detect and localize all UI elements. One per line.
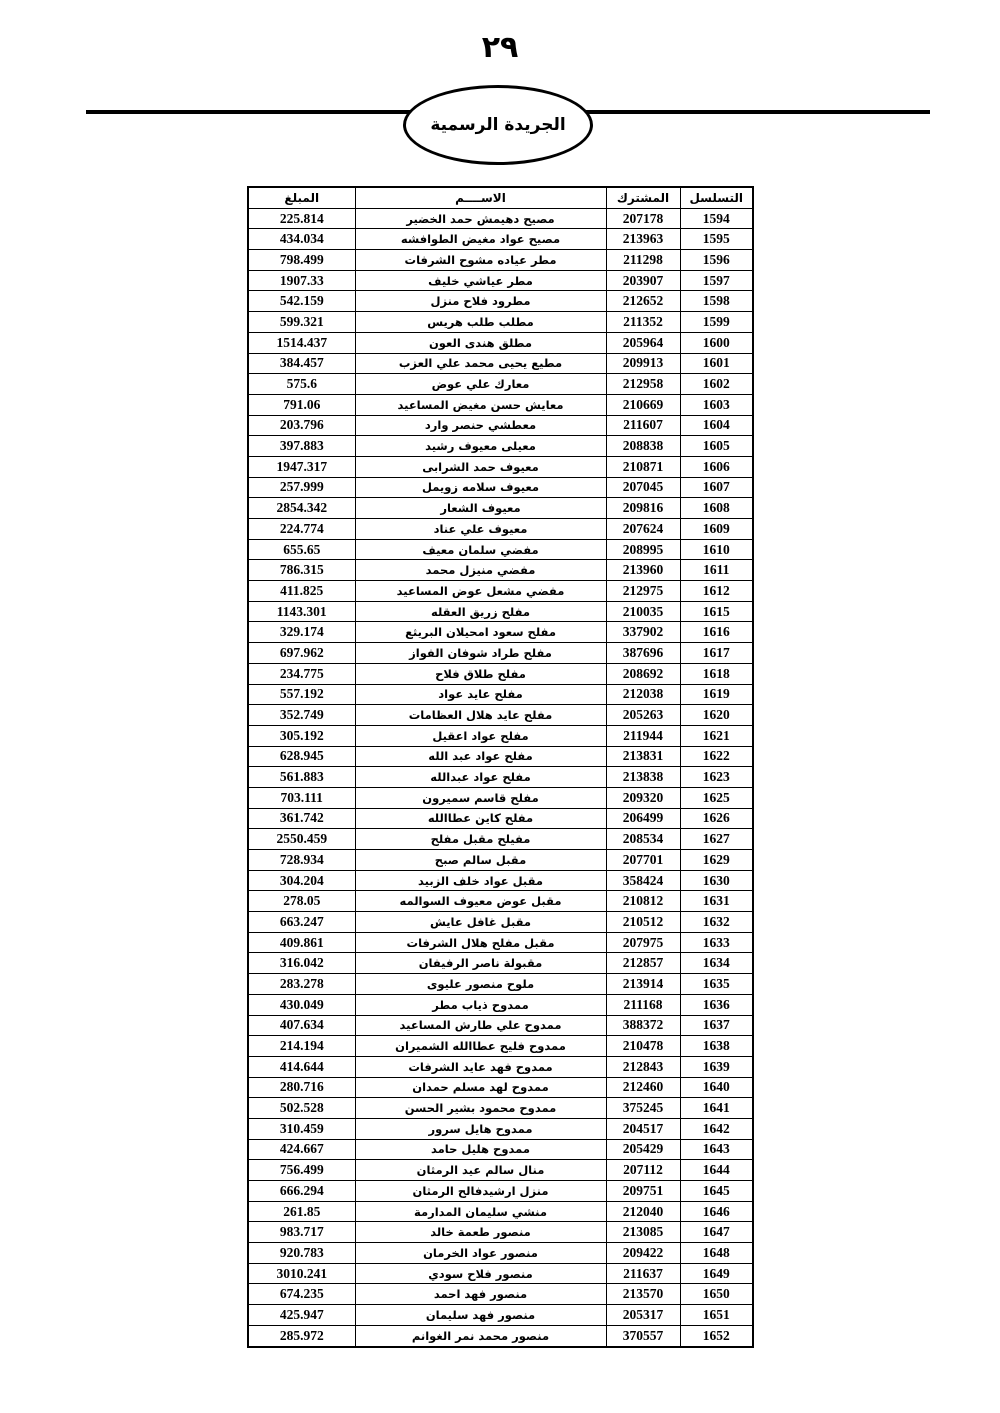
- header-amount: المبلغ: [248, 187, 355, 208]
- cell-amount: 697.962: [248, 643, 355, 664]
- cell-name: منصور فهد سليمان: [355, 1305, 606, 1326]
- cell-amount: 425.947: [248, 1305, 355, 1326]
- cell-amount: 424.667: [248, 1139, 355, 1160]
- table-row: [248, 850, 753, 871]
- cell-subscriber: 212958: [606, 374, 680, 395]
- cell-name: مطرود فلاح منزل: [355, 291, 606, 312]
- cell-serial: 1646: [680, 1201, 753, 1222]
- cell-serial: 1626: [680, 808, 753, 829]
- cell-subscriber: 211168: [606, 994, 680, 1015]
- cell-name: مفلح طلاق فلاح: [355, 663, 606, 684]
- table-row: [248, 1243, 753, 1264]
- cell-serial: 1649: [680, 1263, 753, 1284]
- cell-amount: 3010.241: [248, 1263, 355, 1284]
- table-row: [248, 622, 753, 643]
- cell-subscriber: 212857: [606, 953, 680, 974]
- cell-serial: 1635: [680, 974, 753, 995]
- cell-name: مطر عياده مشوح الشرفات: [355, 250, 606, 271]
- cell-subscriber: 213838: [606, 767, 680, 788]
- cell-amount: 283.278: [248, 974, 355, 995]
- cell-serial: 1595: [680, 229, 753, 250]
- cell-subscriber: 212652: [606, 291, 680, 312]
- cell-name: مفضي مشعل عوض المساعيد: [355, 581, 606, 602]
- table-row: [248, 312, 753, 333]
- records-table: [247, 186, 754, 1348]
- cell-serial: 1651: [680, 1305, 753, 1326]
- cell-serial: 1601: [680, 353, 753, 374]
- table-row: [248, 974, 753, 995]
- table-row: [248, 270, 753, 291]
- cell-serial: 1622: [680, 746, 753, 767]
- cell-amount: 430.049: [248, 994, 355, 1015]
- cell-subscriber: 210669: [606, 394, 680, 415]
- cell-subscriber: 205429: [606, 1139, 680, 1160]
- cell-serial: 1643: [680, 1139, 753, 1160]
- cell-serial: 1608: [680, 498, 753, 519]
- cell-serial: 1599: [680, 312, 753, 333]
- cell-serial: 1652: [680, 1325, 753, 1346]
- cell-serial: 1623: [680, 767, 753, 788]
- cell-subscriber: 204517: [606, 1118, 680, 1139]
- cell-amount: 203.796: [248, 415, 355, 436]
- table-row: [248, 1118, 753, 1139]
- cell-amount: 384.457: [248, 353, 355, 374]
- cell-name: معيوف سلامه زويمل: [355, 477, 606, 498]
- table-row: [248, 994, 753, 1015]
- cell-subscriber: 213914: [606, 974, 680, 995]
- cell-serial: 1642: [680, 1118, 753, 1139]
- table-row: [248, 767, 753, 788]
- cell-amount: 599.321: [248, 312, 355, 333]
- cell-name: مقبل سالم صبح: [355, 850, 606, 871]
- cell-amount: 1907.33: [248, 270, 355, 291]
- table-row: [248, 1139, 753, 1160]
- cell-name: مفلح كاين عطاالله: [355, 808, 606, 829]
- table-row: [248, 725, 753, 746]
- cell-name: منشي سليمان المدارمة: [355, 1201, 606, 1222]
- cell-serial: 1650: [680, 1284, 753, 1305]
- cell-subscriber: 370557: [606, 1325, 680, 1346]
- header-serial: التسلسل: [680, 187, 753, 208]
- cell-serial: 1619: [680, 684, 753, 705]
- cell-amount: 655.65: [248, 539, 355, 560]
- cell-amount: 628.945: [248, 746, 355, 767]
- cell-name: مفلح زريق العقله: [355, 601, 606, 622]
- table-row: [248, 684, 753, 705]
- cell-serial: 1610: [680, 539, 753, 560]
- cell-amount: 407.634: [248, 1015, 355, 1036]
- cell-name: مفلح طراد شوفان الفواز: [355, 643, 606, 664]
- table-row: [248, 415, 753, 436]
- table-row: [248, 1015, 753, 1036]
- cell-amount: 2854.342: [248, 498, 355, 519]
- table-row: [248, 787, 753, 808]
- cell-subscriber: 212843: [606, 1056, 680, 1077]
- cell-serial: 1611: [680, 560, 753, 581]
- header-subscriber: المشترك: [606, 187, 680, 208]
- cell-subscriber: 208692: [606, 663, 680, 684]
- cell-serial: 1612: [680, 581, 753, 602]
- records-table-container: [247, 186, 752, 1348]
- table-row: [248, 643, 753, 664]
- cell-name: معارك علي عوض: [355, 374, 606, 395]
- cell-subscriber: 205964: [606, 332, 680, 353]
- table-row: [248, 353, 753, 374]
- table-row: [248, 208, 753, 229]
- cell-amount: 397.883: [248, 436, 355, 457]
- table-row: [248, 250, 753, 271]
- cell-amount: 409.861: [248, 932, 355, 953]
- cell-name: مقبل عوض معيوف السوالمه: [355, 891, 606, 912]
- table-row: [248, 1284, 753, 1305]
- cell-name: مقبل عواد خلف الزبيد: [355, 870, 606, 891]
- cell-serial: 1637: [680, 1015, 753, 1036]
- table-body: [248, 208, 753, 1346]
- cell-serial: 1640: [680, 1077, 753, 1098]
- cell-name: معيلى معيوف رشيد: [355, 436, 606, 457]
- cell-subscriber: 388372: [606, 1015, 680, 1036]
- cell-serial: 1596: [680, 250, 753, 271]
- table-row: [248, 663, 753, 684]
- cell-subscriber: 213570: [606, 1284, 680, 1305]
- table-row: [248, 808, 753, 829]
- table-row: [248, 394, 753, 415]
- cell-serial: 1607: [680, 477, 753, 498]
- cell-serial: 1633: [680, 932, 753, 953]
- cell-subscriber: 375245: [606, 1098, 680, 1119]
- table-row: [248, 1222, 753, 1243]
- cell-amount: 261.85: [248, 1201, 355, 1222]
- table-row: [248, 229, 753, 250]
- table-row: [248, 332, 753, 353]
- cell-amount: 224.774: [248, 519, 355, 540]
- cell-serial: 1606: [680, 456, 753, 477]
- table-row: [248, 1201, 753, 1222]
- cell-amount: 1143.301: [248, 601, 355, 622]
- cell-subscriber: 387696: [606, 643, 680, 664]
- cell-subscriber: 209751: [606, 1181, 680, 1202]
- cell-serial: 1629: [680, 850, 753, 871]
- cell-name: مطلق هندى العون: [355, 332, 606, 353]
- cell-name: منزل ارشيدفالح الرمثان: [355, 1181, 606, 1202]
- cell-subscriber: 207045: [606, 477, 680, 498]
- masthead-title: الجريدة الرسمية: [430, 115, 566, 135]
- cell-name: مفلح قاسم سميرون: [355, 787, 606, 808]
- cell-serial: 1605: [680, 436, 753, 457]
- cell-amount: 2550.459: [248, 829, 355, 850]
- cell-serial: 1597: [680, 270, 753, 291]
- cell-serial: 1618: [680, 663, 753, 684]
- cell-subscriber: 337902: [606, 622, 680, 643]
- table-row: [248, 291, 753, 312]
- table-row: [248, 870, 753, 891]
- table-row: [248, 1181, 753, 1202]
- table-row: [248, 456, 753, 477]
- cell-subscriber: 208534: [606, 829, 680, 850]
- cell-serial: 1598: [680, 291, 753, 312]
- cell-name: معايش حسن مغيض المساعيد: [355, 394, 606, 415]
- cell-amount: 502.528: [248, 1098, 355, 1119]
- cell-amount: 434.034: [248, 229, 355, 250]
- cell-serial: 1604: [680, 415, 753, 436]
- cell-subscriber: 211352: [606, 312, 680, 333]
- table-row: [248, 601, 753, 622]
- cell-subscriber: 209320: [606, 787, 680, 808]
- cell-subscriber: 213085: [606, 1222, 680, 1243]
- cell-amount: 666.294: [248, 1181, 355, 1202]
- cell-amount: 234.775: [248, 663, 355, 684]
- cell-subscriber: 213831: [606, 746, 680, 767]
- cell-serial: 1631: [680, 891, 753, 912]
- cell-subscriber: 211607: [606, 415, 680, 436]
- cell-amount: 329.174: [248, 622, 355, 643]
- cell-name: منصور طعمة خالد: [355, 1222, 606, 1243]
- cell-amount: 361.742: [248, 808, 355, 829]
- table-row: [248, 932, 753, 953]
- table-row: [248, 1056, 753, 1077]
- cell-name: مفلح عواد عبدالله: [355, 767, 606, 788]
- cell-name: ملوح منصور عليوى: [355, 974, 606, 995]
- cell-serial: 1620: [680, 705, 753, 726]
- cell-name: منصور فلاح سودي: [355, 1263, 606, 1284]
- table-row: [248, 1098, 753, 1119]
- cell-serial: 1644: [680, 1160, 753, 1181]
- cell-subscriber: 207178: [606, 208, 680, 229]
- header-name: الاســــم: [355, 187, 606, 208]
- cell-subscriber: 207701: [606, 850, 680, 871]
- cell-amount: 411.825: [248, 581, 355, 602]
- table-row: [248, 829, 753, 850]
- cell-subscriber: 207112: [606, 1160, 680, 1181]
- table-row: [248, 477, 753, 498]
- cell-subscriber: 212460: [606, 1077, 680, 1098]
- cell-subscriber: 203907: [606, 270, 680, 291]
- cell-amount: 414.644: [248, 1056, 355, 1077]
- table-row: [248, 746, 753, 767]
- cell-amount: 257.999: [248, 477, 355, 498]
- cell-subscriber: 205263: [606, 705, 680, 726]
- cell-subscriber: 210478: [606, 1036, 680, 1057]
- cell-serial: 1617: [680, 643, 753, 664]
- cell-serial: 1638: [680, 1036, 753, 1057]
- cell-name: ممدوح هليل حامد: [355, 1139, 606, 1160]
- cell-name: مقبل غافل عايش: [355, 912, 606, 933]
- table-row: [248, 1036, 753, 1057]
- cell-subscriber: 209913: [606, 353, 680, 374]
- cell-amount: 304.204: [248, 870, 355, 891]
- cell-subscriber: 211637: [606, 1263, 680, 1284]
- cell-serial: 1603: [680, 394, 753, 415]
- cell-amount: 798.499: [248, 250, 355, 271]
- cell-serial: 1630: [680, 870, 753, 891]
- cell-name: معيوف حمد الشرابى: [355, 456, 606, 477]
- cell-name: مصيح عواد مغيض الطوافشه: [355, 229, 606, 250]
- table-row: [248, 953, 753, 974]
- cell-serial: 1648: [680, 1243, 753, 1264]
- cell-name: مفلح سعود امحيلان البريثع: [355, 622, 606, 643]
- cell-name: مفلح عايد هلال العظامات: [355, 705, 606, 726]
- cell-name: مفلح عواد عبد الله: [355, 746, 606, 767]
- cell-subscriber: 358424: [606, 870, 680, 891]
- cell-name: ممدوح ذياب مطر: [355, 994, 606, 1015]
- cell-amount: 352.749: [248, 705, 355, 726]
- table-row: [248, 1305, 753, 1326]
- table-row: [248, 1325, 753, 1346]
- cell-name: منصور عواد الخرمان: [355, 1243, 606, 1264]
- cell-subscriber: 212038: [606, 684, 680, 705]
- cell-subscriber: 211298: [606, 250, 680, 271]
- cell-name: مقبولة ناصر الرفيفان: [355, 953, 606, 974]
- cell-amount: 663.247: [248, 912, 355, 933]
- cell-subscriber: 205317: [606, 1305, 680, 1326]
- cell-name: معطشي حنصر وارد: [355, 415, 606, 436]
- cell-amount: 280.716: [248, 1077, 355, 1098]
- table-row: [248, 581, 753, 602]
- table-row: [248, 436, 753, 457]
- cell-name: مصيح دهيمش حمد الخضير: [355, 208, 606, 229]
- cell-name: مفلح عايد عواد: [355, 684, 606, 705]
- table-row: [248, 1263, 753, 1284]
- cell-subscriber: 212975: [606, 581, 680, 602]
- cell-name: ممدوح علي طارش المساعيد: [355, 1015, 606, 1036]
- cell-name: منصور محمد نمر الغوانم: [355, 1325, 606, 1346]
- cell-amount: 786.315: [248, 560, 355, 581]
- cell-serial: 1645: [680, 1181, 753, 1202]
- cell-subscriber: 211944: [606, 725, 680, 746]
- cell-subscriber: 213963: [606, 229, 680, 250]
- table-row: [248, 1077, 753, 1098]
- table-row: [248, 498, 753, 519]
- cell-amount: 214.194: [248, 1036, 355, 1057]
- cell-amount: 278.05: [248, 891, 355, 912]
- cell-name: مفيلح مقبل مفلح: [355, 829, 606, 850]
- cell-name: مطلب طلب هريس: [355, 312, 606, 333]
- cell-name: منال سالم عيد الرمثان: [355, 1160, 606, 1181]
- cell-name: ممدوح هايل سرور: [355, 1118, 606, 1139]
- cell-name: منصور فهد احمد: [355, 1284, 606, 1305]
- cell-name: ممدوح محمود بشير الحسن: [355, 1098, 606, 1119]
- masthead-oval: [403, 85, 593, 165]
- cell-subscriber: 209422: [606, 1243, 680, 1264]
- cell-serial: 1602: [680, 374, 753, 395]
- cell-serial: 1639: [680, 1056, 753, 1077]
- cell-subscriber: 210812: [606, 891, 680, 912]
- cell-serial: 1641: [680, 1098, 753, 1119]
- cell-subscriber: 209816: [606, 498, 680, 519]
- cell-subscriber: 207624: [606, 519, 680, 540]
- cell-serial: 1621: [680, 725, 753, 746]
- cell-amount: 305.192: [248, 725, 355, 746]
- cell-name: معيوف علي عناد: [355, 519, 606, 540]
- cell-name: مفضي سلمان معيف: [355, 539, 606, 560]
- cell-amount: 674.235: [248, 1284, 355, 1305]
- cell-name: مفلح عواد اعقيل: [355, 725, 606, 746]
- cell-serial: 1600: [680, 332, 753, 353]
- cell-name: مفضي منيزل محمد: [355, 560, 606, 581]
- cell-subscriber: 208995: [606, 539, 680, 560]
- cell-name: ممدوح لهد مسلم حمدان: [355, 1077, 606, 1098]
- cell-amount: 285.972: [248, 1325, 355, 1346]
- cell-serial: 1634: [680, 953, 753, 974]
- cell-serial: 1616: [680, 622, 753, 643]
- cell-serial: 1647: [680, 1222, 753, 1243]
- page-number: ٢٩: [481, 30, 519, 65]
- cell-subscriber: 213960: [606, 560, 680, 581]
- cell-name: ممدوح فهد عايد الشرفات: [355, 1056, 606, 1077]
- cell-subscriber: 206499: [606, 808, 680, 829]
- table-row: [248, 912, 753, 933]
- cell-amount: 225.814: [248, 208, 355, 229]
- table-row: [248, 539, 753, 560]
- cell-serial: 1632: [680, 912, 753, 933]
- cell-amount: 310.459: [248, 1118, 355, 1139]
- cell-amount: 1947.317: [248, 456, 355, 477]
- cell-subscriber: 210512: [606, 912, 680, 933]
- cell-amount: 1514.437: [248, 332, 355, 353]
- cell-name: مطر عياشي خليف: [355, 270, 606, 291]
- cell-subscriber: 212040: [606, 1201, 680, 1222]
- cell-subscriber: 210871: [606, 456, 680, 477]
- cell-amount: 557.192: [248, 684, 355, 705]
- cell-name: معيوف الشعار: [355, 498, 606, 519]
- cell-serial: 1609: [680, 519, 753, 540]
- table-row: [248, 891, 753, 912]
- cell-serial: 1594: [680, 208, 753, 229]
- cell-amount: 575.6: [248, 374, 355, 395]
- table-row: [248, 560, 753, 581]
- table-header-row: [248, 187, 753, 208]
- cell-amount: 561.883: [248, 767, 355, 788]
- table-row: [248, 1160, 753, 1181]
- cell-serial: 1627: [680, 829, 753, 850]
- table-row: [248, 519, 753, 540]
- cell-name: مطيع يحيى محمد علي العزب: [355, 353, 606, 374]
- cell-amount: 756.499: [248, 1160, 355, 1181]
- cell-amount: 316.042: [248, 953, 355, 974]
- cell-subscriber: 207975: [606, 932, 680, 953]
- cell-amount: 920.783: [248, 1243, 355, 1264]
- cell-name: ممدوح فليح عطاالله الشميران: [355, 1036, 606, 1057]
- cell-amount: 728.934: [248, 850, 355, 871]
- cell-amount: 791.06: [248, 394, 355, 415]
- cell-amount: 542.159: [248, 291, 355, 312]
- cell-serial: 1615: [680, 601, 753, 622]
- cell-amount: 703.111: [248, 787, 355, 808]
- cell-serial: 1625: [680, 787, 753, 808]
- cell-subscriber: 210035: [606, 601, 680, 622]
- table-row: [248, 705, 753, 726]
- cell-amount: 983.717: [248, 1222, 355, 1243]
- cell-name: مقبل مفلح هلال الشرفات: [355, 932, 606, 953]
- cell-subscriber: 208838: [606, 436, 680, 457]
- cell-serial: 1636: [680, 994, 753, 1015]
- table-row: [248, 374, 753, 395]
